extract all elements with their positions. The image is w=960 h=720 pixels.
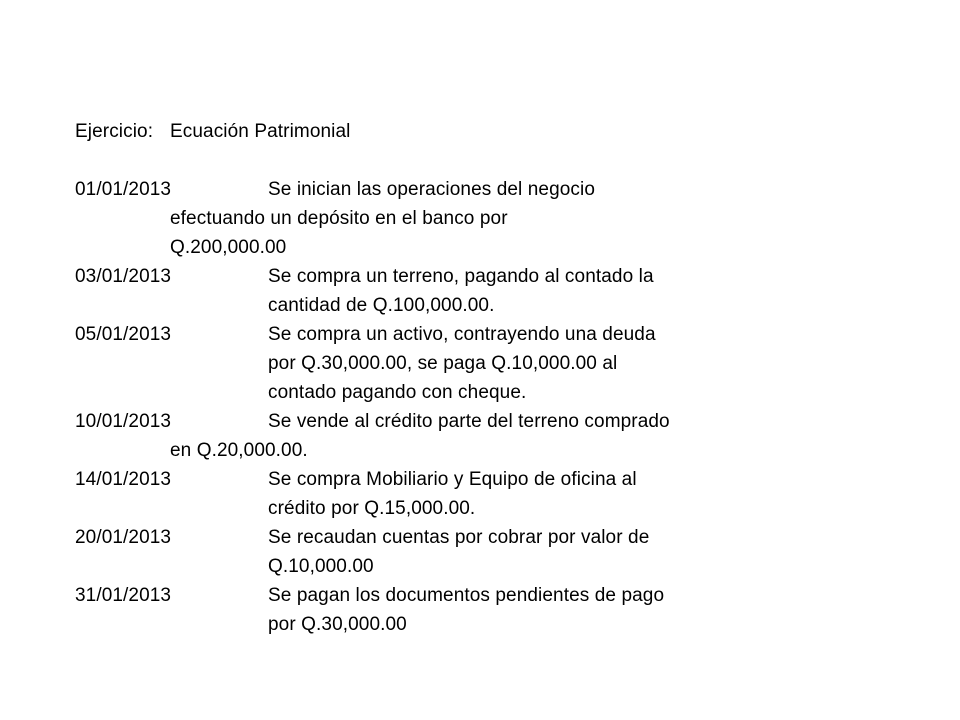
transaction-text: en Q.20,000.00. bbox=[170, 440, 308, 461]
transaction-date: 20/01/2013 bbox=[75, 527, 172, 548]
spacer bbox=[75, 146, 795, 175]
transaction-entry bbox=[75, 262, 795, 320]
transaction-entry bbox=[75, 523, 795, 581]
transaction-text: por Q.30,000.00 bbox=[268, 614, 407, 635]
transaction-entry bbox=[75, 407, 795, 465]
transaction-text: Se inician las operaciones del negocio bbox=[268, 179, 596, 200]
exercise-label: Ejercicio: bbox=[75, 121, 154, 142]
transaction-text: Se compra Mobiliario y Equipo de oficina al bbox=[268, 469, 637, 490]
exercise-title: Ecuación Patrimonial bbox=[170, 121, 351, 142]
transaction-text: contado pagando con cheque. bbox=[268, 382, 527, 403]
transaction-entry bbox=[75, 175, 795, 262]
transaction-entry bbox=[75, 581, 795, 639]
exercise-heading bbox=[75, 117, 795, 146]
transaction-text: Q.200,000.00 bbox=[170, 237, 287, 258]
transaction-date: 14/01/2013 bbox=[75, 469, 172, 490]
transaction-date: 05/01/2013 bbox=[75, 324, 172, 345]
transaction-text: efectuando un depósito en el banco por bbox=[170, 208, 508, 229]
transaction-date: 01/01/2013 bbox=[75, 179, 172, 200]
transaction-text: Se vende al crédito parte del terreno comprado bbox=[268, 411, 670, 432]
transaction-entry bbox=[75, 320, 795, 407]
transaction-date: 31/01/2013 bbox=[75, 585, 172, 606]
transaction-text: Se recaudan cuentas por cobrar por valor de bbox=[268, 527, 650, 548]
transaction-entry bbox=[75, 465, 795, 523]
transaction-text: cantidad de Q.100,000.00. bbox=[268, 295, 495, 316]
exercise-text bbox=[75, 117, 795, 639]
transaction-date: 10/01/2013 bbox=[75, 411, 172, 432]
transaction-date: 03/01/2013 bbox=[75, 266, 172, 287]
transaction-text: Q.10,000.00 bbox=[268, 556, 374, 577]
transaction-text: Se compra un activo, contrayendo una deuda bbox=[268, 324, 656, 345]
transaction-text: Se compra un terreno, pagando al contado la bbox=[268, 266, 654, 287]
transaction-text: Se pagan los documentos pendientes de pago bbox=[268, 585, 665, 606]
transaction-text: por Q.30,000.00, se paga Q.10,000.00 al bbox=[268, 353, 618, 374]
transaction-text: crédito por Q.15,000.00. bbox=[268, 498, 476, 519]
